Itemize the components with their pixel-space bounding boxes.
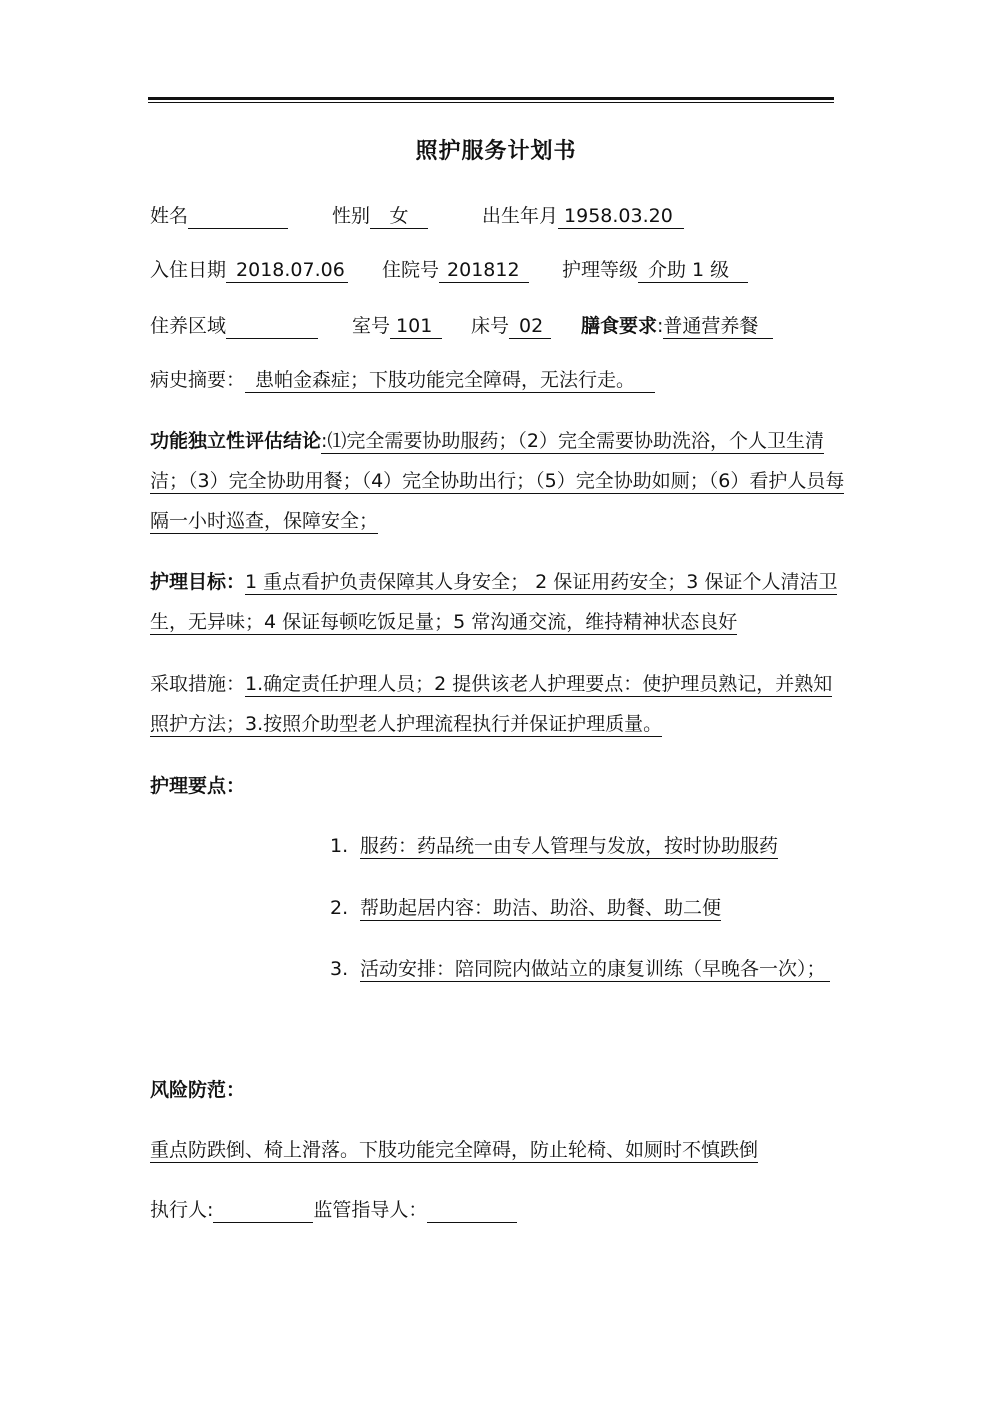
- room-value: 101: [390, 314, 442, 339]
- key-point-number: 3.: [330, 958, 349, 980]
- name-field: [150, 203, 288, 229]
- room-label: 室号: [352, 315, 391, 337]
- measures-label: 采取措施：: [150, 673, 246, 695]
- admit-value: 2018.07.06: [226, 258, 348, 283]
- area-value: [226, 338, 318, 339]
- diet-colon: :: [657, 315, 664, 337]
- assessment-section: [150, 421, 850, 541]
- executor-value: [213, 1222, 313, 1223]
- key-point-number: 1.: [330, 835, 349, 857]
- signature-row: [150, 1197, 517, 1223]
- gender-value: 女: [370, 204, 428, 229]
- history-text: 患帕金森症；下肢功能完全障碍，无法行走。: [245, 368, 655, 393]
- key-point-text: 服药：药品统一由专人管理与发放，按时协助服药: [360, 835, 779, 857]
- goals-label: 护理目标：: [150, 571, 246, 593]
- measures-section: [150, 664, 850, 744]
- history-label: 病史摘要：: [150, 369, 246, 391]
- room-field: [352, 313, 442, 339]
- goals-section: [150, 562, 850, 642]
- care-level-field: [562, 257, 748, 283]
- key-points-label: 护理要点：: [150, 775, 246, 797]
- hosp-no-field: [382, 257, 529, 283]
- care-level-value: 介助 1 级: [638, 258, 748, 283]
- key-point-item: [330, 833, 778, 859]
- care-level-label: 护理等级: [562, 259, 639, 281]
- key-point-number: 2.: [330, 897, 349, 919]
- gender-label: 性别: [332, 205, 371, 227]
- diet-label: 膳食要求: [581, 315, 658, 337]
- hosp-no-value: 201812: [439, 258, 529, 283]
- bed-value: 02: [509, 314, 551, 339]
- risk-section: [150, 1137, 758, 1163]
- birth-label: 出生年月: [482, 205, 559, 227]
- name-value: [188, 228, 288, 229]
- birth-value: 1958.03.20: [558, 204, 684, 229]
- key-point-item: [330, 895, 721, 921]
- hosp-no-label: 住院号: [382, 259, 440, 281]
- bed-field: [471, 313, 551, 339]
- key-point-item: [330, 956, 830, 982]
- risk-text: 重点防跌倒、椅上滑落。下肢功能完全障碍，防止轮椅、如厕时不慎跌倒: [150, 1139, 759, 1161]
- supervisor-label: 监管指导人：: [313, 1199, 428, 1221]
- diet-field: [581, 313, 773, 339]
- document-title: 照护服务计划书: [415, 139, 577, 164]
- diet-value: 普通营养餐: [663, 314, 773, 339]
- area-label: 住养区域: [150, 315, 227, 337]
- assessment-text: :⑴完全需要协助服药；（2）完全需要协助洗浴，个人卫生清洁；（3）完全协助用餐；（4）完全协助出行；（5）完全协助如厕；（6）看护人员每隔一小时巡查，保障安全；: [150, 430, 845, 532]
- bed-label: 床号: [471, 315, 510, 337]
- key-point-text: 帮助起居内容：助洁、助浴、助餐、助二便: [360, 897, 722, 919]
- area-field: [150, 313, 318, 339]
- measures-text: 1.确定责任护理人员；2 提供该老人护理要点：使护理员熟记，并熟知照护方法；3.按照介助型老人护理流程执行并保证护理质量。: [150, 673, 833, 735]
- gender-field: [332, 203, 428, 229]
- header-rule-thin: [148, 102, 834, 103]
- risk-label: 风险防范：: [150, 1079, 246, 1101]
- history-section: [150, 367, 655, 393]
- name-label: 姓名: [150, 205, 189, 227]
- assessment-label: 功能独立性评估结论: [150, 430, 322, 452]
- supervisor-value: [427, 1222, 517, 1223]
- header-rule-thick: [148, 97, 834, 100]
- executor-label: 执行人:: [150, 1199, 214, 1221]
- admit-label: 入住日期: [150, 259, 227, 281]
- key-point-text: 活动安排：陪同院内做站立的康复训练（早晚各一次）；: [360, 957, 830, 982]
- birth-field: [482, 203, 684, 229]
- admit-field: [150, 257, 348, 283]
- goals-text: 1 重点看护负责保障其人身安全； 2 保证用药安全；3 保证个人清洁卫生，无异味；4 保证每顿吃饭足量；5 常沟通交流，维持精神状态良好: [150, 571, 838, 633]
